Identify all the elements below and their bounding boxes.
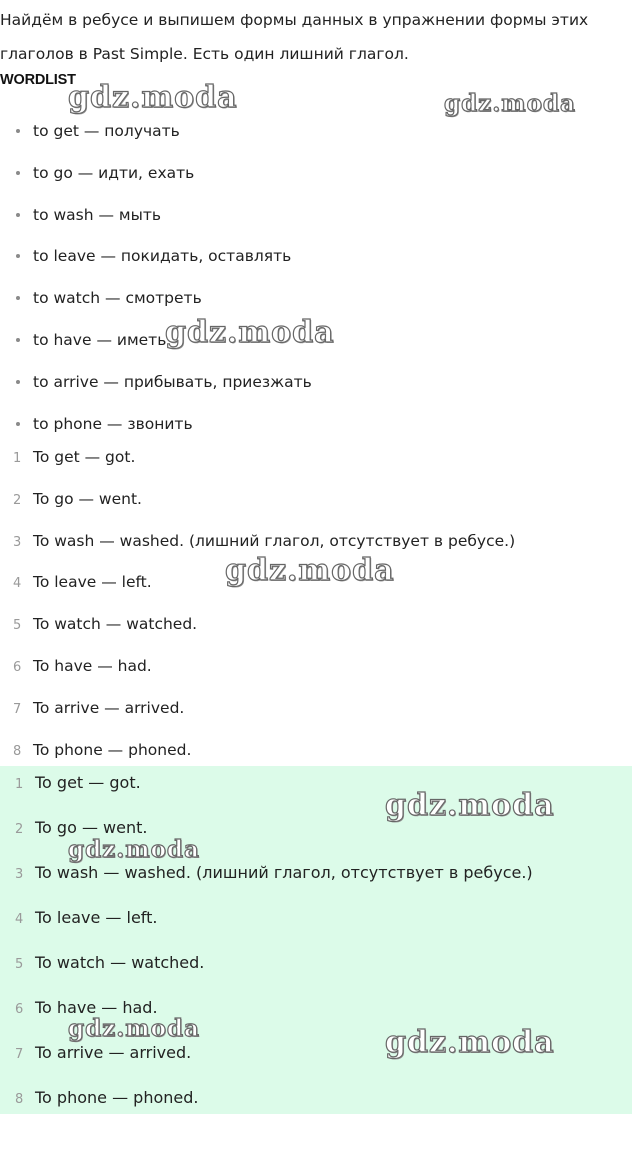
answer-text: To leave — left. (35, 908, 158, 927)
answer-number: 6 (13, 659, 22, 675)
wordlist-item-text: to phone — звонить (33, 414, 193, 433)
answer-number: 7 (13, 701, 22, 717)
watermark-logo: gdz.moda (385, 788, 555, 823)
answer-number: 4 (15, 912, 24, 927)
bullet-icon (16, 129, 20, 133)
watermark-logo: gdz.moda (444, 90, 576, 117)
watermark-logo: gdz.moda (385, 1025, 555, 1060)
answer-text: To watch — watched. (35, 953, 205, 972)
answer-number: 2 (15, 822, 24, 837)
watermark-logo: gdz.moda (165, 315, 335, 350)
wordlist-item-text: to wash — мыть (33, 205, 162, 224)
answer-number: 5 (15, 957, 24, 972)
answer-text: To have — had. (35, 998, 158, 1017)
bullet-icon (16, 171, 20, 175)
answer-number: 5 (13, 618, 22, 634)
answer-number: 8 (13, 743, 22, 759)
answer-text: To phone — phoned. (35, 1088, 199, 1107)
answer-text: To get — got. (35, 773, 141, 792)
task-instruction: Найдём в ребусе и выпишем формы данных в упражнении формы этих глаголов в Past Simple. Есть один лишний глагол. (0, 11, 589, 63)
answer-text: To go — went. (35, 818, 148, 837)
bullet-icon (16, 380, 20, 384)
wordlist-item-text: to have — иметь (33, 330, 167, 349)
bullet-icon (16, 338, 20, 342)
answer-text: To go — went. (33, 489, 142, 508)
answer-number: 6 (15, 1002, 24, 1017)
answer-text: To arrive — arrived. (35, 1043, 192, 1062)
answer-number: 8 (15, 1092, 24, 1107)
wordlist-item-text: to arrive — прибывать, приезжать (33, 372, 312, 391)
answer-number: 1 (15, 777, 24, 792)
bullet-icon (16, 254, 20, 258)
answer-text: To arrive — arrived. (33, 698, 185, 717)
watermark-logo: gdz.moda (225, 553, 395, 588)
answer-number: 3 (15, 867, 24, 882)
watermark-logo: gdz.moda (68, 836, 200, 863)
answer-number: 7 (15, 1047, 24, 1062)
watermark-logo: gdz.moda (68, 80, 238, 115)
answer-text: To phone — phoned. (33, 740, 192, 759)
wordlist-item-text: to watch — смотреть (33, 289, 202, 308)
wordlist-item-text: to leave — покидать, оставлять (33, 247, 292, 266)
wordlist-item-text: to go — идти, ехать (33, 163, 195, 182)
bullet-icon (16, 213, 20, 217)
watermark-logo: gdz.moda (68, 1015, 200, 1042)
wordlist-item-text: to get — получать (33, 122, 180, 140)
answer-text: To wash — washed. (лишний глагол, отсутствует в ребусе.) (35, 863, 533, 882)
answer-number: 4 (13, 576, 22, 592)
wordlist-heading: WORDLIST (0, 72, 76, 88)
answer-number: 2 (13, 492, 22, 508)
answer-text: To get — got. (33, 448, 136, 466)
answer-number: 1 (13, 451, 22, 466)
answer-text: To watch — watched. (33, 615, 198, 634)
bullet-icon (16, 296, 20, 300)
answer-text: To leave — left. (33, 573, 152, 592)
answer-text: To have — had. (33, 656, 152, 675)
answer-number: 3 (13, 534, 22, 550)
answer-text: To wash — washed. (лишний глагол, отсутствует в ребусе.) (33, 531, 516, 550)
bullet-icon (16, 422, 20, 426)
